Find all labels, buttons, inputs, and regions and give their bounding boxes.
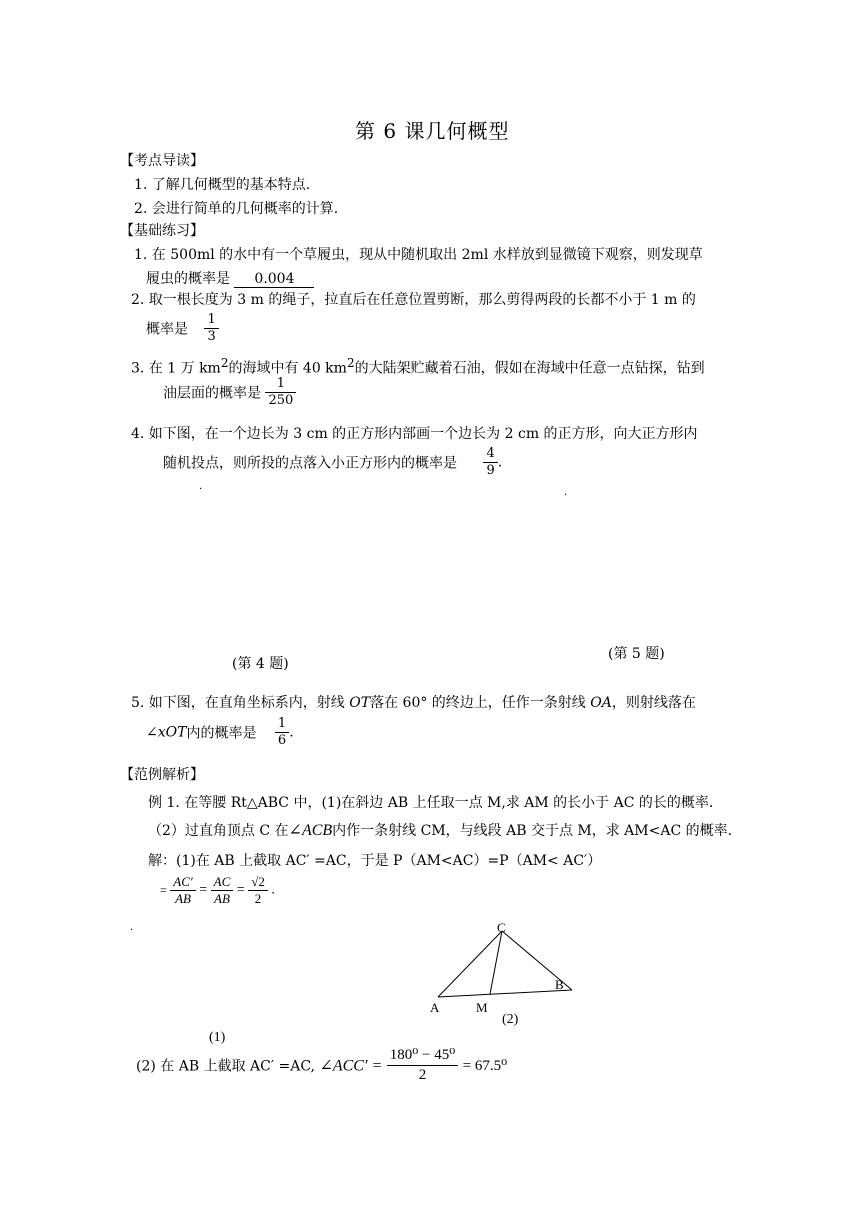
angle-xOT: xOT xyxy=(157,724,187,741)
angle-symbol: ∠ xyxy=(146,724,158,741)
guide-item-1: 1. 了解几何概型的基本特点. xyxy=(134,177,311,193)
angle-result: = 67.5⁰ xyxy=(462,1058,508,1074)
equals-sign: = xyxy=(199,882,208,898)
fraction-numerator: 1 xyxy=(207,312,216,327)
angle-ACCprime: ∠ACC′ = xyxy=(319,1057,383,1075)
equals-sign: = xyxy=(236,882,245,898)
section-heading-guide: 【考点导读】 xyxy=(120,153,204,169)
fraction-denominator: 2 xyxy=(387,1065,459,1085)
fraction-numerator: AC′ xyxy=(173,874,193,889)
question-4-line-1: 4. 如下图，在一个边长为 3 cm 的正方形内部画一个边长为 2 cm 的正方形，向大正方形内 xyxy=(131,426,698,442)
question-1-answer-value: 0.004 xyxy=(254,271,295,287)
ray-OT: OT xyxy=(349,695,371,711)
figure-1-number: (1) xyxy=(209,1030,226,1045)
question-1-line-1: 1. 在 500ml 的水中有一个草履虫，现从中随机取出 2ml 水样放到显微镜下观察，则发现草 xyxy=(134,247,703,263)
label-M: M xyxy=(476,1000,488,1015)
label-A: A xyxy=(430,1000,440,1015)
side-AC xyxy=(438,931,502,997)
fraction-numerator: 1 xyxy=(277,716,287,731)
example-1-line-1: 例 1. 在等腰 Rt△ABC 中，(1)在斜边 AB 上任取一点 M,求 AM 的长小于 AC 的长的概率. xyxy=(148,795,714,811)
fraction-angle xyxy=(387,1046,459,1085)
example-1-text-a: （2）过直角顶点 C 在 xyxy=(148,823,289,839)
figure-4-placeholder-dot: · xyxy=(199,484,203,495)
question-3-text-c: 的大陆架贮藏着石油，假如在海域中任意一点钻探，钻到 xyxy=(354,360,705,377)
period: . xyxy=(271,882,275,898)
section-heading-examples: 【范例解析】 xyxy=(120,767,204,783)
question-3-text-b: 的海域中有 40 km xyxy=(228,360,347,377)
solution-2-line xyxy=(136,1046,507,1085)
guide-item-2: 2. 会进行简单的几何概率的计算. xyxy=(134,201,339,217)
page-title: 第 6 课几何概型 xyxy=(355,119,510,143)
figure-5-caption: (第 5 题) xyxy=(608,646,665,662)
fraction-denominator: 250 xyxy=(265,392,296,409)
fraction-numerator: 180⁰ − 45⁰ xyxy=(389,1047,456,1063)
question-5-text-c: ，则射线落在 xyxy=(611,695,696,711)
figure-4-caption: (第 4 题) xyxy=(232,656,289,672)
superscript-2: 2 xyxy=(346,356,355,370)
solution-2-text: (2) 在 AB 上截取 AC′ =AC, xyxy=(136,1058,315,1075)
question-5-text-b: 落在 60° 的终边上，任作一条射线 xyxy=(370,695,591,711)
solution-1-line: 解：(1)在 AB 上截取 AC′ =AC，于是 P（AM<AC）=P（AM< AC′） xyxy=(148,853,602,869)
segment-CM xyxy=(490,931,502,994)
angle-ACB: ∠ACB xyxy=(288,822,333,839)
question-2-prompt: 概率是 xyxy=(146,321,188,338)
question-3-text-a: 3. 在 1 万 km xyxy=(131,360,221,377)
question-4-prompt: 随机投点，则所投的点落入小正方形内的概率是 xyxy=(163,455,457,472)
fraction-denominator: 3 xyxy=(204,328,218,345)
question-5-prompt: 内的概率是 xyxy=(186,725,257,742)
question-3-prompt: 油层面的概率是 xyxy=(163,385,261,402)
question-5-text-a: 5. 如下图，在直角坐标系内，射线 xyxy=(131,695,350,711)
section-heading-practice: 【基础练习】 xyxy=(120,223,204,239)
fraction-numerator: √2 xyxy=(251,874,265,889)
period: . xyxy=(497,454,503,471)
fraction-denominator: AB xyxy=(170,890,195,907)
equals-sign: = xyxy=(160,883,167,897)
superscript-2: 2 xyxy=(220,356,229,370)
label-C: C xyxy=(497,920,506,935)
fraction-denominator: AB xyxy=(211,890,234,907)
side-AB xyxy=(438,990,572,997)
question-1-prompt: 履虫的概率是 xyxy=(146,271,230,287)
fraction-denominator: 2 xyxy=(248,890,268,907)
figure-5-placeholder-dot: · xyxy=(564,490,568,501)
period: . xyxy=(289,724,294,741)
stray-dot: · xyxy=(130,925,134,936)
example-1-text-b: 内作一条射线 CM，与线段 AB 交于点 M，求 AM<AC 的概率. xyxy=(332,823,733,839)
fraction-denominator: 9 xyxy=(483,462,497,479)
fraction-denominator: 6 xyxy=(275,732,289,749)
figure-2-number: (2) xyxy=(502,1012,519,1027)
label-B: B xyxy=(555,977,564,992)
question-2-line-1: 2. 取一根长度为 3 m 的绳子，拉直后在任意位置剪断，那么剪得两段的长都不小于 1 m 的 xyxy=(131,292,696,308)
fraction-numerator: 1 xyxy=(276,376,285,391)
ray-OA: OA xyxy=(590,695,612,711)
fraction-numerator: 4 xyxy=(486,446,495,461)
fraction-numerator: AC xyxy=(213,874,231,889)
